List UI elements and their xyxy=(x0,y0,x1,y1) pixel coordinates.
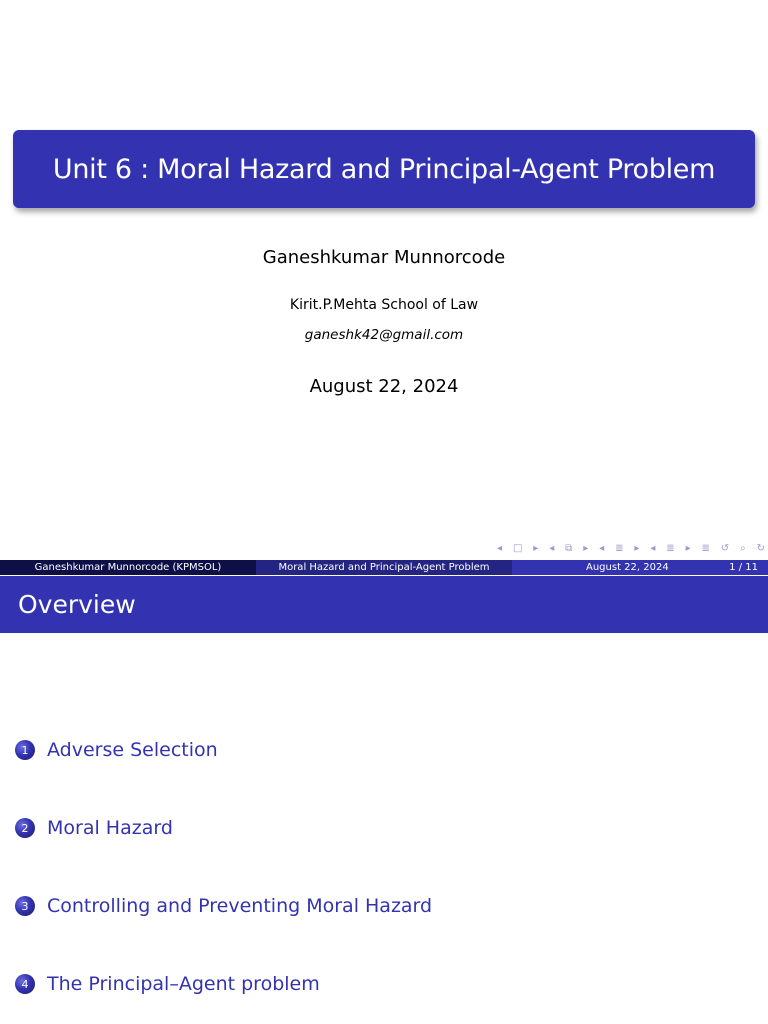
overview-slide xyxy=(0,576,768,1024)
nav-section-icon[interactable]: ≣ xyxy=(666,542,675,554)
footer-right xyxy=(512,560,768,575)
nav-forward-icon[interactable]: ↻ xyxy=(756,542,765,554)
toc-item-label: Adverse Selection xyxy=(47,739,218,761)
footer-page-number: 1 / 11 xyxy=(729,562,758,573)
nav-document-icon[interactable]: ≣ xyxy=(701,542,710,554)
nav-next-section-icon[interactable]: ▸ xyxy=(685,542,691,554)
author-email: ganeshk42@gmail.com xyxy=(304,327,464,343)
nav-prev-subsection-icon[interactable]: ◂ xyxy=(599,542,605,554)
toc-item-label: Controlling and Preventing Moral Hazard xyxy=(47,895,433,917)
toc-item-moral-hazard[interactable] xyxy=(15,817,173,839)
section-number-ball-icon: 3 xyxy=(15,896,35,916)
toc-item-label: Moral Hazard xyxy=(47,817,173,839)
section-number-ball-icon: 2 xyxy=(15,818,35,838)
frame-title: Overview xyxy=(0,576,768,633)
nav-next-frame-icon[interactable]: ▸ xyxy=(583,542,589,554)
footer-title: Moral Hazard and Principal-Agent Problem xyxy=(256,560,512,575)
presentation-date: August 22, 2024 xyxy=(309,376,459,397)
beamer-navigation-bar xyxy=(497,541,765,555)
nav-prev-frame-icon[interactable]: ◂ xyxy=(549,542,555,554)
institute-name: Kirit.P.Mehta School of Law xyxy=(289,297,479,313)
nav-slide-icon[interactable]: □ xyxy=(512,542,523,554)
nav-next-slide-icon[interactable]: ▸ xyxy=(533,542,539,554)
slide-title: Unit 6 : Moral Hazard and Principal-Agent Problem xyxy=(52,153,716,185)
nav-prev-slide-icon[interactable]: ◂ xyxy=(497,542,503,554)
nav-next-subsection-icon[interactable]: ▸ xyxy=(634,542,640,554)
title-box xyxy=(13,130,755,208)
nav-subsection-icon[interactable]: ≣ xyxy=(615,542,624,554)
section-number-ball-icon: 4 xyxy=(15,974,35,994)
nav-prev-section-icon[interactable]: ◂ xyxy=(650,542,656,554)
author-name: Ganeshkumar Munnorcode xyxy=(262,247,506,268)
slide-footer xyxy=(0,560,768,575)
nav-back-icon[interactable]: ↺ xyxy=(720,542,730,554)
toc-item-label: The Principal–Agent problem xyxy=(47,973,320,995)
nav-frame-icon[interactable]: ⧉ xyxy=(565,542,573,554)
section-number-ball-icon: 1 xyxy=(15,740,35,760)
footer-author: Ganeshkumar Munnorcode (KPMSOL) xyxy=(0,560,256,575)
nav-search-icon[interactable]: ⌕ xyxy=(740,542,746,554)
toc-item-controlling-moral-hazard[interactable] xyxy=(15,895,432,917)
footer-date: August 22, 2024 xyxy=(586,562,669,573)
toc-item-principal-agent[interactable] xyxy=(15,973,320,995)
toc-item-adverse-selection[interactable] xyxy=(15,739,218,761)
